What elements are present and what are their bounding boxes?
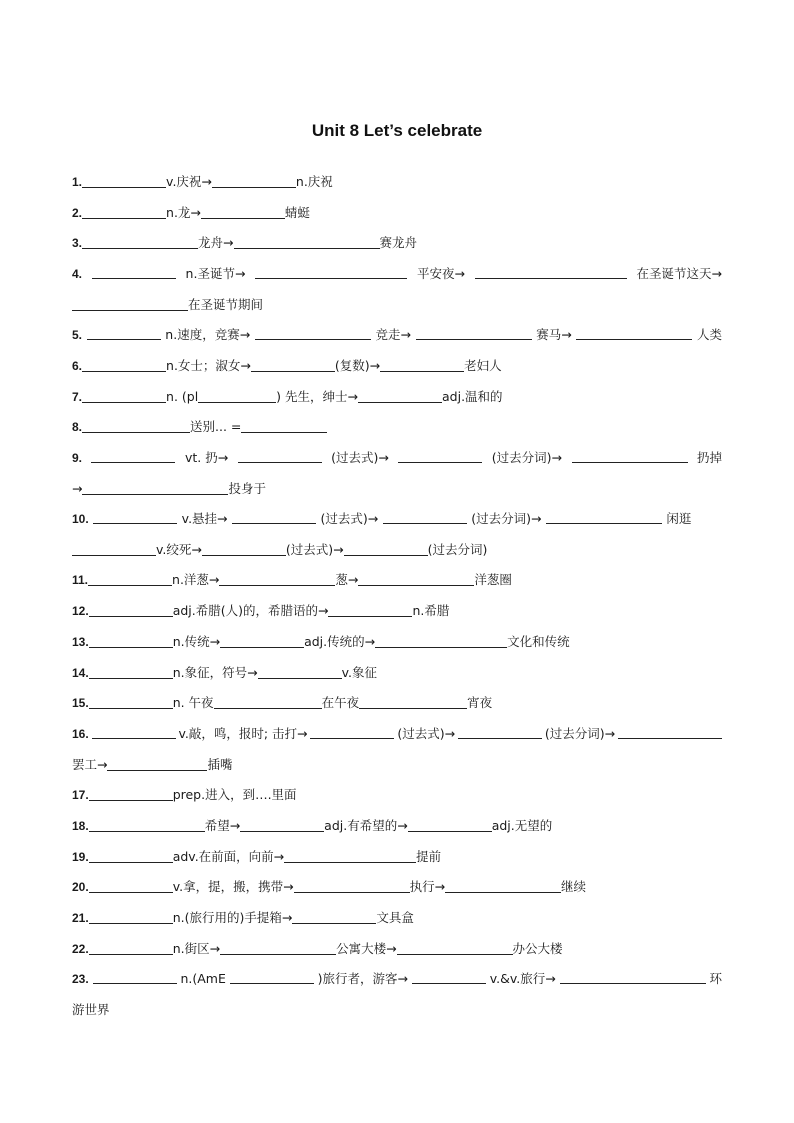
item-number: 12. — [72, 604, 89, 618]
item-number: 5. — [72, 328, 83, 342]
item-text: n.洋葱→ — [172, 572, 220, 587]
item-text: n.街区→ — [172, 941, 221, 956]
item-text: → — [72, 481, 83, 496]
item-number: 7. — [72, 390, 83, 404]
blank[interactable] — [91, 450, 175, 463]
blank[interactable] — [232, 511, 316, 524]
list-item — [72, 266, 722, 282]
item-text: adj.传统的→ — [304, 634, 376, 649]
item-number: 2. — [72, 206, 83, 220]
item-number: 19. — [72, 850, 89, 864]
blank[interactable] — [89, 635, 173, 648]
blank[interactable] — [87, 327, 161, 340]
blank[interactable] — [344, 543, 428, 556]
blank[interactable] — [220, 635, 304, 648]
item-text: 扔掉 — [696, 450, 722, 465]
item-text: (复数)→ — [334, 358, 381, 373]
page-title: Unit 8 Let’s celebrate — [311, 121, 483, 140]
item-text: 公寓大楼→ — [336, 941, 397, 956]
list-item — [72, 174, 722, 190]
blank[interactable] — [234, 236, 380, 249]
blank[interactable] — [310, 726, 394, 739]
list-item — [72, 818, 722, 834]
blank[interactable] — [89, 666, 173, 679]
blank[interactable] — [82, 390, 166, 403]
blank[interactable] — [72, 298, 188, 311]
blank[interactable] — [292, 911, 376, 924]
blank[interactable] — [93, 971, 177, 984]
item-number: 20. — [72, 880, 89, 894]
blank[interactable] — [198, 390, 276, 403]
item-text: (过去分词) — [427, 542, 488, 557]
blank[interactable] — [89, 911, 173, 924]
item-text: n.希腊 — [412, 603, 450, 618]
blank[interactable] — [284, 850, 416, 863]
item-text: prep.进入，到….里面 — [172, 787, 297, 802]
list-item — [72, 634, 722, 650]
list-item — [72, 205, 722, 221]
item-number: 18. — [72, 819, 89, 833]
blank[interactable] — [380, 359, 464, 372]
blank[interactable] — [458, 726, 542, 739]
item-text: v.拿，提，搬，携带→ — [172, 879, 294, 894]
list-item — [72, 849, 722, 865]
blank[interactable] — [92, 726, 176, 739]
item-number: 14. — [72, 666, 89, 680]
item-number: 9. — [72, 451, 83, 465]
item-text: 蜻蜓 — [284, 205, 310, 220]
item-text: vt. 扔→ — [184, 450, 229, 465]
blank[interactable] — [359, 696, 467, 709]
blank[interactable] — [219, 573, 335, 586]
list-item — [72, 358, 722, 374]
item-text: 赛马→ — [536, 327, 572, 342]
item-text: v.&v.旅行→ — [489, 971, 556, 986]
blank[interactable] — [398, 450, 482, 463]
item-text: n.(AmE — [180, 971, 226, 986]
item-text: 宵夜 — [467, 695, 493, 710]
item-number: 10. — [72, 512, 89, 526]
blank[interactable] — [358, 390, 442, 403]
item-text: n.庆祝 — [295, 174, 333, 189]
list-item — [72, 235, 722, 251]
item-number: 4. — [72, 267, 83, 281]
blank[interactable] — [230, 971, 314, 984]
blank[interactable] — [255, 327, 371, 340]
item-text: adj.有希望的→ — [324, 818, 408, 833]
item-number: 15. — [72, 696, 89, 710]
blank[interactable] — [89, 604, 173, 617]
item-number: 22. — [72, 942, 89, 956]
item-text: 闲逛 — [666, 511, 692, 526]
item-text: (过去式)→ — [331, 450, 389, 465]
list-item — [72, 971, 722, 987]
item-number: 17. — [72, 788, 89, 802]
item-text: adj.无望的 — [491, 818, 553, 833]
list-item — [72, 603, 722, 619]
item-text: 平安夜→ — [416, 266, 465, 281]
list-item — [72, 787, 722, 803]
item-text: 老妇人 — [464, 358, 502, 373]
blank[interactable] — [258, 666, 342, 679]
blank[interactable] — [416, 327, 532, 340]
blank[interactable] — [89, 942, 173, 955]
list-item-continuation — [72, 1002, 722, 1018]
item-text: (过去式)→ — [397, 726, 456, 741]
list-item — [72, 419, 722, 435]
item-number: 16. — [72, 727, 89, 741]
blank[interactable] — [93, 511, 177, 524]
item-text: n.象征，符号→ — [172, 665, 258, 680]
item-text: v.绞死→ — [156, 542, 202, 557]
blank[interactable] — [89, 788, 173, 801]
list-item — [72, 389, 722, 405]
blank[interactable] — [107, 758, 207, 771]
list-item-continuation — [72, 542, 722, 558]
item-text: n.圣诞节→ — [185, 266, 246, 281]
blank[interactable] — [397, 942, 513, 955]
list-item-continuation — [72, 297, 722, 313]
blank[interactable] — [92, 266, 176, 279]
blank[interactable] — [201, 206, 285, 219]
blank[interactable] — [294, 880, 410, 893]
item-text: v.悬挂→ — [181, 511, 228, 526]
blank[interactable] — [82, 359, 166, 372]
blank[interactable] — [383, 511, 467, 524]
blank[interactable] — [240, 819, 324, 832]
item-text: adv.在前面，向前→ — [172, 849, 285, 864]
item-number: 21. — [72, 911, 89, 925]
item-number: 11. — [72, 573, 89, 587]
item-text: 插嘴 — [207, 757, 233, 772]
blank[interactable] — [255, 266, 407, 279]
blank[interactable] — [82, 236, 198, 249]
blank[interactable] — [82, 175, 166, 188]
blank[interactable] — [82, 420, 190, 433]
item-text: )旅行者，游客→ — [317, 971, 408, 986]
blank[interactable] — [89, 819, 205, 832]
blank[interactable] — [618, 726, 722, 739]
blank[interactable] — [572, 450, 688, 463]
item-text: v.敲，鸣，报时; 击打→ — [178, 726, 308, 741]
item-text: (过去分词)→ — [471, 511, 542, 526]
blank[interactable] — [82, 482, 228, 495]
list-item — [72, 327, 722, 343]
item-number: 3. — [72, 236, 83, 250]
blank[interactable] — [202, 543, 286, 556]
item-number: 13. — [72, 635, 89, 649]
blank[interactable] — [88, 573, 172, 586]
blank[interactable] — [375, 635, 507, 648]
item-text: adj.希腊(人)的，希腊语的→ — [172, 603, 329, 618]
blank[interactable] — [212, 175, 296, 188]
blank[interactable] — [72, 543, 156, 556]
item-text: 赛龙舟 — [379, 235, 418, 250]
item-text: 在午夜 — [321, 695, 360, 710]
item-text: 葱→ — [335, 572, 359, 587]
item-text: (过去式)→ — [285, 542, 344, 557]
item-text: 文化和传统 — [507, 634, 570, 649]
item-text: 罢工→ — [72, 757, 108, 772]
item-text: 龙舟→ — [198, 235, 234, 250]
blank[interactable] — [89, 850, 173, 863]
blank[interactable] — [220, 942, 336, 955]
item-number: 6. — [72, 359, 83, 373]
blank[interactable] — [475, 266, 627, 279]
blank[interactable] — [576, 327, 692, 340]
item-number: 1. — [72, 175, 83, 189]
item-text: 文具盒 — [376, 910, 414, 925]
item-text: v.庆祝→ — [166, 174, 212, 189]
list-item — [72, 941, 722, 957]
list-item — [72, 910, 722, 926]
item-text: 办公大楼 — [512, 941, 563, 956]
blank[interactable] — [82, 206, 166, 219]
list-item — [72, 450, 722, 466]
item-text: 投身于 — [228, 481, 266, 496]
list-item — [72, 511, 722, 527]
list-item-continuation — [72, 757, 722, 773]
blank[interactable] — [241, 420, 327, 433]
item-number: 8. — [72, 420, 83, 434]
item-text: adj.温和的 — [442, 389, 503, 404]
list-item — [72, 879, 722, 895]
list-item-continuation — [72, 481, 722, 497]
item-text: v.象征 — [341, 665, 377, 680]
blank[interactable] — [89, 880, 173, 893]
blank[interactable] — [546, 511, 662, 524]
blank[interactable] — [412, 971, 486, 984]
blank[interactable] — [408, 819, 492, 832]
list-item — [72, 665, 722, 681]
item-text: ) 先生，绅士→ — [276, 389, 358, 404]
item-text: 环 — [709, 971, 722, 986]
item-text: 继续 — [561, 879, 587, 894]
blank[interactable] — [358, 573, 474, 586]
list-item — [72, 695, 722, 711]
item-text: (过去分词)→ — [491, 450, 563, 465]
item-text: 在圣诞节期间 — [188, 297, 264, 312]
list-item — [72, 572, 722, 588]
item-text: 希望→ — [204, 818, 241, 833]
item-text: n. 午夜 — [172, 695, 214, 710]
item-text: 在圣诞节这天→ — [636, 266, 722, 281]
blank[interactable] — [214, 696, 322, 709]
list-item — [72, 726, 722, 742]
blank[interactable] — [445, 880, 561, 893]
item-text: 竞走→ — [375, 327, 411, 342]
item-text: 人类 — [696, 327, 722, 342]
blank[interactable] — [89, 696, 173, 709]
item-text: 送别... = — [190, 419, 242, 434]
item-text: 洋葱圈 — [474, 572, 512, 587]
blank[interactable] — [560, 971, 706, 984]
item-text: (过去式)→ — [320, 511, 379, 526]
item-text: n.龙→ — [166, 205, 201, 220]
item-text: n. (pl — [166, 389, 199, 404]
item-text: n.速度，竞赛→ — [165, 327, 251, 342]
item-text: 执行→ — [409, 879, 446, 894]
blank[interactable] — [238, 450, 322, 463]
blank[interactable] — [328, 604, 412, 617]
blank[interactable] — [251, 359, 335, 372]
item-text: n.传统→ — [172, 634, 221, 649]
item-text: n.女士；淑女→ — [166, 358, 251, 373]
item-text: (过去分词)→ — [544, 726, 616, 741]
item-text: 提前 — [416, 849, 442, 864]
item-text: 游世界 — [72, 1002, 110, 1017]
item-text: n.(旅行用的)手提箱→ — [172, 910, 293, 925]
item-number: 23. — [72, 972, 89, 986]
